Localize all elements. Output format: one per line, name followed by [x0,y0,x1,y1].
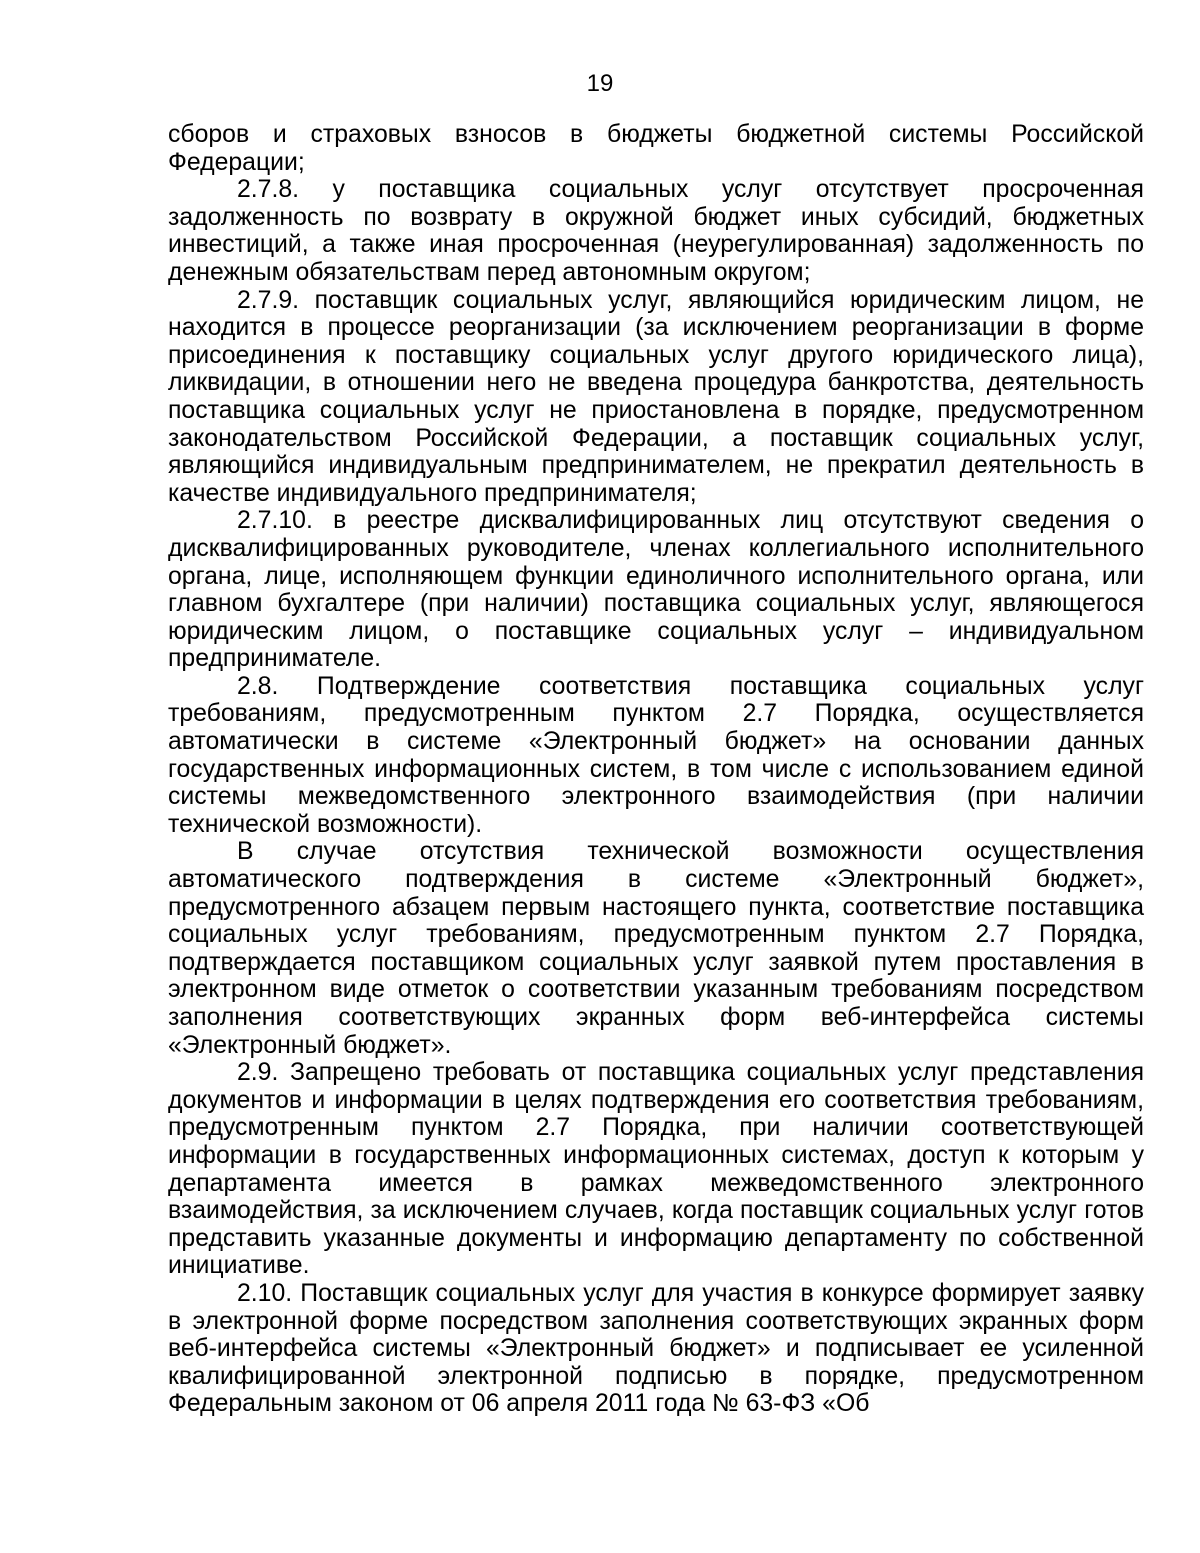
paragraph-2-7-10: 2.7.10. в реестре дисквалифицированных лиц отсутствуют сведения о дисквалифицированных руководителе, членах коллегиального исполнительного органа, лице, исполняющем функции единоличного исполнительного органа, или главном бухгалтере (при наличии) поставщика социальных услуг, являющегося юридическим лицом, о поставщике социальных услуг – индивидуальном предпринимателе. [168,507,1144,673]
paragraph-2-7-9: 2.7.9. поставщик социальных услуг, являющийся юридическим лицом, не находится в процессе реорганизации (за исключением реорганизации в форме присоединения к поставщику социальных услуг другого юридического лица), ликвидации, в отношении него не введена процедура банкротства, деятельность поставщика социальных услуг не приостановлена в порядке, предусмотренном законодательством Российской Федерации, а поставщик социальных услуг, являющийся индивидуальным предпринимателем, не прекратил деятельность в качестве индивидуального предпринимателя; [168,286,1144,507]
paragraph-2-10: 2.10. Поставщик социальных услуг для участия в конкурсе формирует заявку в электронной форме посредством заполнения соответствующих экранных форм веб-интерфейса системы «Электронный бюджет» и подписывает ее усиленной квалифицированной электронной подписью в порядке, предусмотренном Федеральным законом от 06 апреля 2011 года № 63-ФЗ «Об [168,1279,1144,1418]
document-body [168,121,1144,1418]
paragraph-2-8: 2.8. Подтверждение соответствия поставщика социальных услуг требованиям, предусмотренным пунктом 2.7 Порядка, осуществляется автоматически в системе «Электронный бюджет» на основании данных государственных информационных систем, в том числе с использованием единой системы межведомственного электронного взаимодействия (при наличии технической возможности). [168,672,1144,838]
paragraph-2-9: 2.9. Запрещено требовать от поставщика социальных услуг представления документов и информации в целях подтверждения его соответствия требованиям, предусмотренным пунктом 2.7 Порядка, при наличии соответствующей информации в государственных информационных системах, доступ к которым у департамента имеется в рамках межведомственного электронного взаимодействия, за исключением случаев, когда поставщик социальных услуг готов представить указанные документы и информацию департаменту по собственной инициативе. [168,1059,1144,1280]
paragraph-continuation: сборов и страховых взносов в бюджеты бюджетной системы Российской Федерации; [168,121,1144,176]
paragraph-2-8-second: В случае отсутствия технической возможности осуществления автоматического подтверждения в системе «Электронный бюджет», предусмотренного абзацем первым настоящего пункта, соответствие поставщика социальных услуг требованиям, предусмотренным пунктом 2.7 Порядка, подтверждается поставщиком социальных услуг заявкой путем проставления в электронном виде отметок о соответствии указанным требованиям посредством заполнения соответствующих экранных форм веб-интерфейса системы «Электронный бюджет». [168,838,1144,1059]
page-number: 19 [586,70,614,97]
paragraph-2-7-8: 2.7.8. у поставщика социальных услуг отсутствует просроченная задолженность по возврату в окружной бюджет иных субсидий, бюджетных инвестиций, а также иная просроченная (неурегулированная) задолженность по денежным обязательствам перед автономным округом; [168,176,1144,286]
